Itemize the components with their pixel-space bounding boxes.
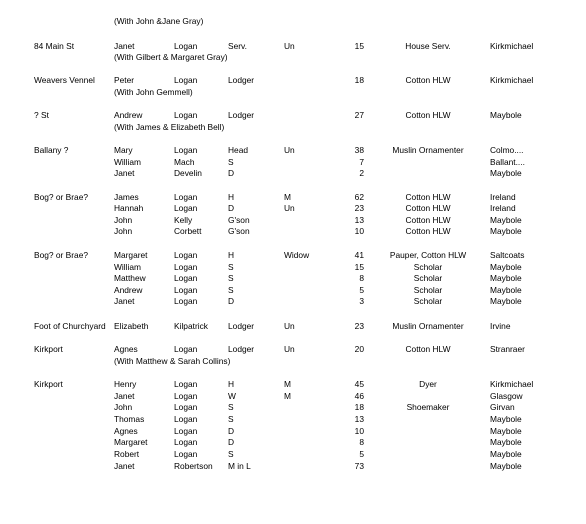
- age-cell: 18: [354, 402, 364, 412]
- relation-cell: S: [228, 273, 234, 283]
- occupation-cell: Muslin Ornamenter: [392, 321, 464, 331]
- census-record-row: [0, 192, 586, 203]
- household-note-row: [0, 16, 586, 27]
- surname-cell: Mach: [174, 157, 195, 167]
- occupation-cell: Cotton HLW: [405, 226, 451, 236]
- condition-cell: Un: [284, 203, 295, 213]
- first-name-cell: Margaret: [114, 250, 148, 260]
- census-record-row: [0, 344, 586, 355]
- first-name-cell: James: [114, 192, 139, 202]
- relation-cell: S: [228, 402, 234, 412]
- occupation-cell: Scholar: [413, 262, 443, 272]
- surname-cell: Logan: [174, 145, 198, 155]
- first-name-cell: John: [114, 215, 133, 225]
- occupation-cell: Dyer: [419, 379, 437, 389]
- condition-cell: M: [284, 391, 291, 401]
- age-cell: 20: [354, 344, 364, 354]
- first-name-cell: William: [114, 157, 141, 167]
- census-record-row: [0, 437, 586, 448]
- first-name-cell: Elizabeth: [114, 321, 149, 331]
- household-note-row: [0, 52, 586, 63]
- occupation-cell: Scholar: [413, 296, 443, 306]
- census-record-row: [0, 402, 586, 413]
- first-name-cell: John: [114, 402, 133, 412]
- household-note-row: [0, 356, 586, 367]
- condition-cell: Widow: [284, 250, 310, 260]
- occupation-cell: Muslin Ornamenter: [392, 145, 464, 155]
- occupation-cell: Pauper, Cotton HLW: [389, 250, 467, 260]
- relation-cell: S: [228, 285, 234, 295]
- relation-cell: Serv.: [228, 41, 247, 51]
- birthplace-cell: Colmo....: [490, 145, 524, 155]
- census-record-row: [0, 203, 586, 214]
- surname-cell: Robertson: [174, 461, 213, 471]
- relation-cell: S: [228, 262, 234, 272]
- surname-cell: Logan: [174, 110, 198, 120]
- census-record-row: [0, 41, 586, 52]
- age-cell: 7: [359, 157, 364, 167]
- birthplace-cell: Maybole: [490, 168, 522, 178]
- age-cell: 23: [354, 321, 364, 331]
- age-cell: 15: [354, 41, 364, 51]
- surname-cell: Logan: [174, 262, 198, 272]
- address-cell: Bog? or Brae?: [34, 192, 89, 202]
- first-name-cell: Thomas: [114, 414, 145, 424]
- household-note-row: [0, 122, 586, 133]
- surname-cell: Logan: [174, 449, 198, 459]
- relation-cell: H: [228, 379, 235, 389]
- surname-cell: Logan: [174, 250, 198, 260]
- birthplace-cell: Maybole: [490, 414, 522, 424]
- birthplace-cell: Maybole: [490, 262, 522, 272]
- age-cell: 73: [354, 461, 364, 471]
- first-name-cell: Margaret: [114, 437, 148, 447]
- address-cell: Ballany ?: [34, 145, 69, 155]
- surname-cell: Logan: [174, 273, 198, 283]
- occupation-cell: Cotton HLW: [405, 75, 451, 85]
- surname-cell: Kelly: [174, 215, 193, 225]
- census-record-row: [0, 75, 586, 86]
- birthplace-cell: Maybole: [490, 110, 522, 120]
- census-record-row: [0, 296, 586, 307]
- occupation-cell: Scholar: [413, 273, 443, 283]
- address-cell: Kirkport: [34, 344, 63, 354]
- birthplace-cell: Maybole: [490, 461, 522, 471]
- relation-cell: Lodger: [228, 321, 255, 331]
- birthplace-cell: Maybole: [490, 449, 522, 459]
- birthplace-cell: Irvine: [490, 321, 511, 331]
- census-record-row: [0, 461, 586, 472]
- relation-cell: S: [228, 449, 234, 459]
- first-name-cell: Janet: [114, 168, 135, 178]
- first-name-cell: William: [114, 262, 141, 272]
- birthplace-cell: Stranraer: [490, 344, 525, 354]
- household-note: (With Matthew & Sarah Collins): [114, 356, 231, 366]
- first-name-cell: Andrew: [114, 285, 143, 295]
- household-note: (With John &Jane Gray): [114, 16, 204, 26]
- surname-cell: Logan: [174, 379, 198, 389]
- relation-cell: H: [228, 250, 235, 260]
- relation-cell: W: [228, 391, 236, 401]
- address-cell: ? St: [34, 110, 49, 120]
- relation-cell: Lodger: [228, 75, 255, 85]
- occupation-cell: House Serv.: [405, 41, 451, 51]
- condition-cell: Un: [284, 41, 295, 51]
- age-cell: 38: [354, 145, 364, 155]
- household-note: (With John Gemmell): [114, 87, 193, 97]
- census-record-row: [0, 379, 586, 390]
- age-cell: 18: [354, 75, 364, 85]
- age-cell: 27: [354, 110, 364, 120]
- relation-cell: G'son: [228, 215, 250, 225]
- first-name-cell: Robert: [114, 449, 140, 459]
- address-cell: Bog? or Brae?: [34, 250, 89, 260]
- census-record-row: [0, 215, 586, 226]
- birthplace-cell: Maybole: [490, 226, 522, 236]
- address-cell: Kirkport: [34, 379, 63, 389]
- age-cell: 5: [359, 449, 364, 459]
- surname-cell: Logan: [174, 75, 198, 85]
- age-cell: 13: [354, 215, 364, 225]
- birthplace-cell: Maybole: [490, 437, 522, 447]
- first-name-cell: Janet: [114, 296, 135, 306]
- age-cell: 5: [359, 285, 364, 295]
- relation-cell: D: [228, 296, 235, 306]
- census-record-row: [0, 273, 586, 284]
- first-name-cell: Andrew: [114, 110, 143, 120]
- occupation-cell: Scholar: [413, 285, 443, 295]
- age-cell: 41: [354, 250, 364, 260]
- relation-cell: M in L: [228, 461, 251, 471]
- first-name-cell: Agnes: [114, 344, 138, 354]
- relation-cell: Head: [228, 145, 249, 155]
- birthplace-cell: Maybole: [490, 285, 522, 295]
- census-record-row: [0, 426, 586, 437]
- birthplace-cell: Maybole: [490, 296, 522, 306]
- birthplace-cell: Ballant....: [490, 157, 525, 167]
- surname-cell: Logan: [174, 437, 198, 447]
- age-cell: 62: [354, 192, 364, 202]
- occupation-cell: Cotton HLW: [405, 344, 451, 354]
- age-cell: 13: [354, 414, 364, 424]
- first-name-cell: Matthew: [114, 273, 146, 283]
- birthplace-cell: Girvan: [490, 402, 515, 412]
- surname-cell: Corbett: [174, 226, 202, 236]
- birthplace-cell: Maybole: [490, 426, 522, 436]
- relation-cell: S: [228, 414, 234, 424]
- occupation-cell: Cotton HLW: [405, 192, 451, 202]
- birthplace-cell: Kirkmichael: [490, 41, 534, 51]
- birthplace-cell: Ireland: [490, 192, 516, 202]
- census-record-row: [0, 226, 586, 237]
- age-cell: 10: [354, 426, 364, 436]
- first-name-cell: Janet: [114, 391, 135, 401]
- address-cell: Weavers Vennel: [34, 75, 95, 85]
- surname-cell: Logan: [174, 344, 198, 354]
- condition-cell: Un: [284, 321, 295, 331]
- surname-cell: Logan: [174, 285, 198, 295]
- first-name-cell: Henry: [114, 379, 137, 389]
- address-cell: Foot of Churchyard: [34, 321, 106, 331]
- relation-cell: D: [228, 168, 235, 178]
- first-name-cell: John: [114, 226, 133, 236]
- census-record-row: [0, 285, 586, 296]
- surname-cell: Logan: [174, 426, 198, 436]
- census-record-row: [0, 110, 586, 121]
- first-name-cell: Janet: [114, 461, 135, 471]
- age-cell: 3: [359, 296, 364, 306]
- first-name-cell: Agnes: [114, 426, 138, 436]
- relation-cell: G'son: [228, 226, 250, 236]
- first-name-cell: Peter: [114, 75, 135, 85]
- household-note: (With James & Elizabeth Bell): [114, 122, 225, 132]
- age-cell: 2: [359, 168, 364, 178]
- census-record-row: [0, 145, 586, 156]
- household-note-row: [0, 87, 586, 98]
- census-record-row: [0, 391, 586, 402]
- census-record-row: [0, 250, 586, 261]
- surname-cell: Logan: [174, 296, 198, 306]
- census-record-row: [0, 168, 586, 179]
- age-cell: 8: [359, 273, 364, 283]
- surname-cell: Logan: [174, 402, 198, 412]
- census-record-row: [0, 262, 586, 273]
- age-cell: 46: [354, 391, 364, 401]
- relation-cell: D: [228, 426, 235, 436]
- census-record-row: [0, 321, 586, 332]
- surname-cell: Logan: [174, 203, 198, 213]
- surname-cell: Logan: [174, 192, 198, 202]
- condition-cell: Un: [284, 145, 295, 155]
- census-record-row: [0, 157, 586, 168]
- birthplace-cell: Ireland: [490, 203, 516, 213]
- occupation-cell: Cotton HLW: [405, 203, 451, 213]
- first-name-cell: Mary: [114, 145, 133, 155]
- relation-cell: Lodger: [228, 344, 255, 354]
- surname-cell: Develin: [174, 168, 202, 178]
- relation-cell: H: [228, 192, 235, 202]
- relation-cell: Lodger: [228, 110, 255, 120]
- birthplace-cell: Glasgow: [490, 391, 523, 401]
- condition-cell: M: [284, 192, 291, 202]
- birthplace-cell: Maybole: [490, 273, 522, 283]
- surname-cell: Logan: [174, 41, 198, 51]
- age-cell: 10: [354, 226, 364, 236]
- occupation-cell: Cotton HLW: [405, 110, 451, 120]
- census-record-row: [0, 414, 586, 425]
- birthplace-cell: Saltcoats: [490, 250, 525, 260]
- relation-cell: D: [228, 203, 235, 213]
- surname-cell: Logan: [174, 391, 198, 401]
- birthplace-cell: Maybole: [490, 215, 522, 225]
- surname-cell: Logan: [174, 414, 198, 424]
- occupation-cell: Cotton HLW: [405, 215, 451, 225]
- relation-cell: S: [228, 157, 234, 167]
- address-cell: 84 Main St: [34, 41, 75, 51]
- age-cell: 23: [354, 203, 364, 213]
- occupation-cell: Shoemaker: [406, 402, 450, 412]
- birthplace-cell: Kirkmichael: [490, 379, 534, 389]
- first-name-cell: Hannah: [114, 203, 144, 213]
- first-name-cell: Janet: [114, 41, 135, 51]
- condition-cell: M: [284, 379, 291, 389]
- age-cell: 45: [354, 379, 364, 389]
- condition-cell: Un: [284, 344, 295, 354]
- age-cell: 8: [359, 437, 364, 447]
- age-cell: 15: [354, 262, 364, 272]
- household-note: (With Gilbert & Margaret Gray): [114, 52, 228, 62]
- surname-cell: Kilpatrick: [174, 321, 208, 331]
- relation-cell: D: [228, 437, 235, 447]
- birthplace-cell: Kirkmichael: [490, 75, 534, 85]
- census-record-row: [0, 449, 586, 460]
